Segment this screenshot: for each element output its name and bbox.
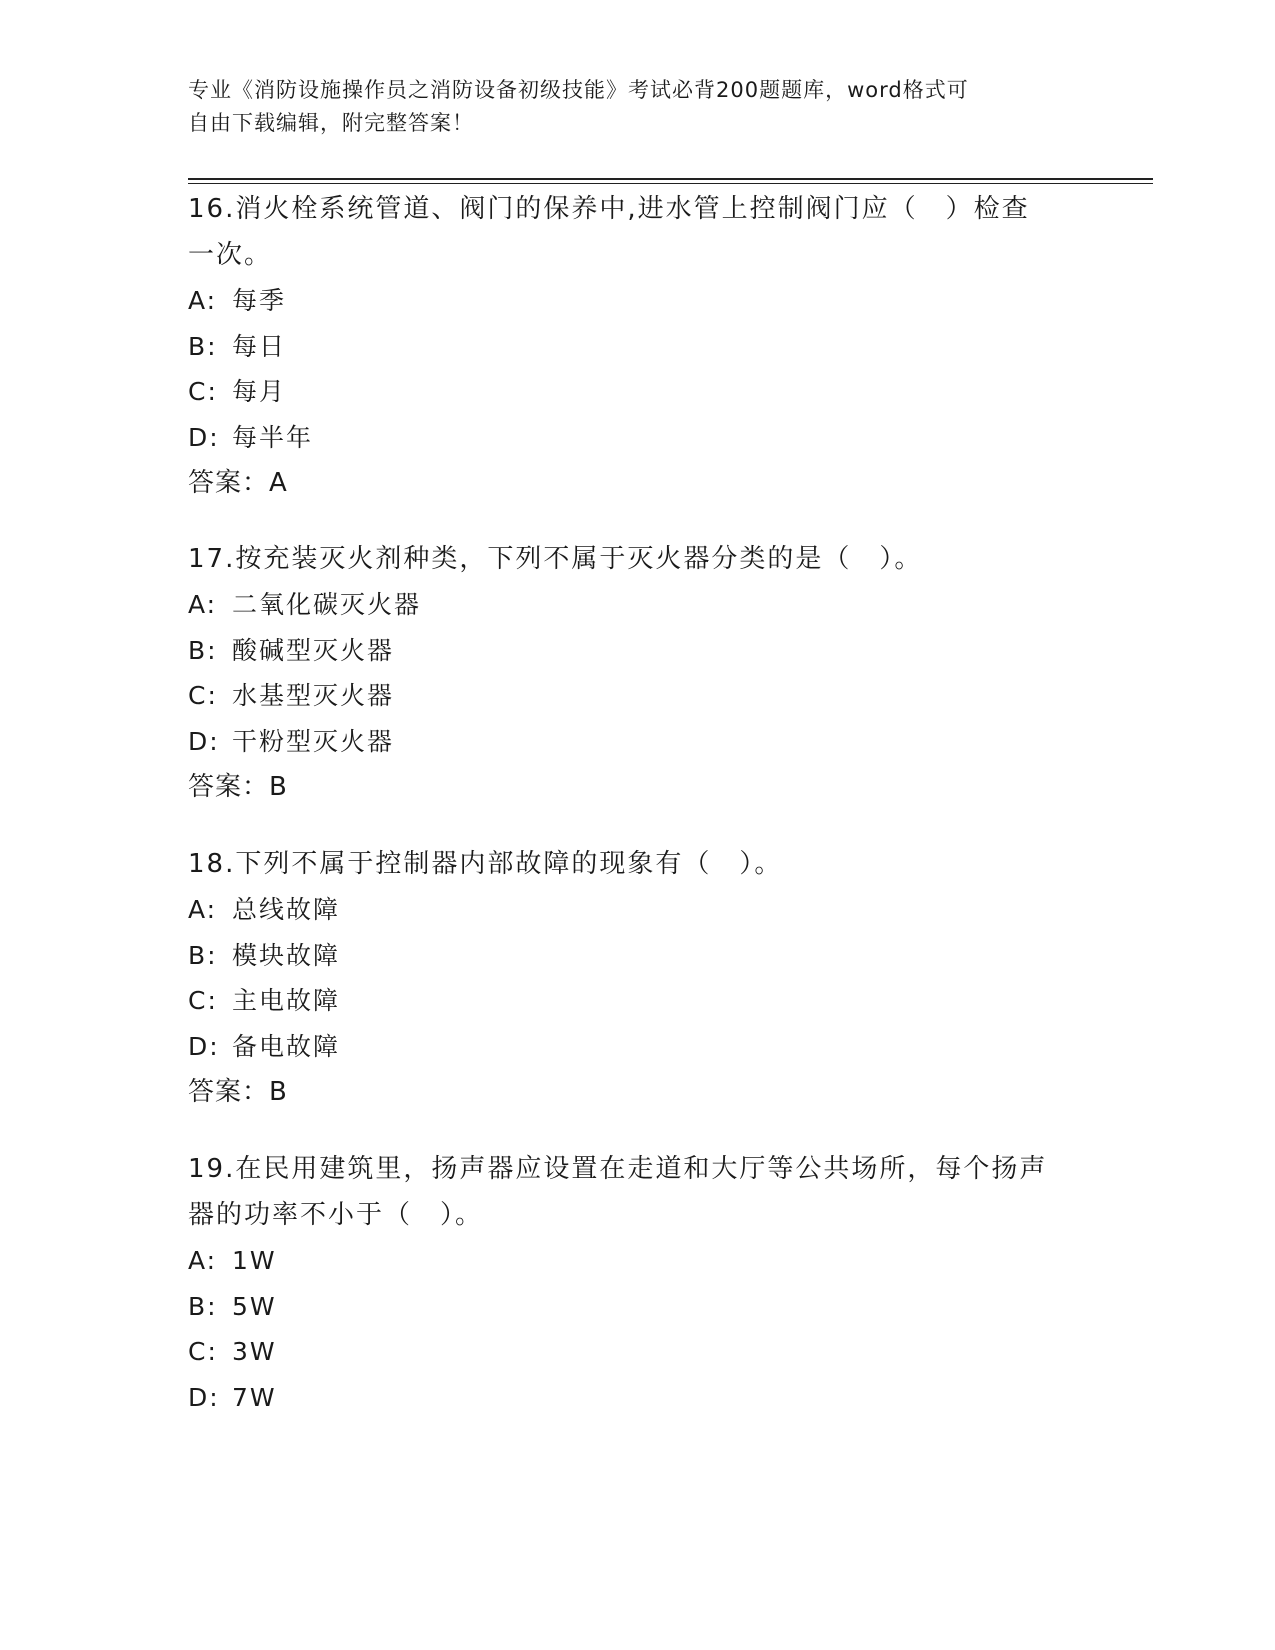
- option-key: D:: [188, 1382, 220, 1412]
- option-key: D:: [188, 1031, 220, 1061]
- option-text: 1W: [232, 1246, 277, 1275]
- option-text: 模块故障: [232, 940, 341, 970]
- header-divider-thin: [188, 183, 1153, 184]
- option-text: 每日: [232, 331, 287, 361]
- option-text: 水基型灭火器: [232, 681, 395, 710]
- option-c: [188, 673, 1088, 719]
- option-d: [188, 1375, 1088, 1421]
- question-stem: 19.在民用建筑里，扬声器应设置在走道和大厅等公共场所，每个扬声: [188, 1154, 1048, 1184]
- option-text: 5W: [232, 1291, 277, 1321]
- answer: 答案：A: [188, 468, 288, 498]
- header-line-2: 自由下载编辑，附完整答案！: [188, 111, 474, 135]
- option-key: B:: [188, 635, 218, 665]
- answer: 答案：B: [188, 1077, 288, 1107]
- option-key: C:: [188, 986, 218, 1015]
- option-text: 7W: [232, 1382, 277, 1412]
- question-stem: 16.消火栓系统管道、阀门的保养中,进水管上控制阀门应（ ）检查: [188, 194, 1030, 224]
- option-text: 干粉型灭火器: [232, 726, 395, 756]
- option-key: D:: [188, 726, 220, 756]
- option-key: B:: [188, 1291, 218, 1321]
- header-line-1: 专业《消防设施操作员之消防设备初级技能》考试必背200题题库，word格式可: [188, 78, 969, 102]
- question-stem: 18.下列不属于控制器内部故障的现象有（ ）。: [188, 849, 783, 879]
- option-b: [188, 933, 1088, 979]
- option-key: C:: [188, 1337, 218, 1366]
- option-text: 3W: [232, 1337, 277, 1366]
- option-c: [188, 978, 1088, 1024]
- option-b: [188, 324, 1088, 370]
- option-b: [188, 1284, 1088, 1330]
- option-key: C:: [188, 681, 218, 710]
- question-18: [188, 841, 1088, 1115]
- option-c: [188, 1329, 1088, 1375]
- question-16: [188, 186, 1088, 506]
- option-key: D:: [188, 422, 220, 452]
- option-key: B:: [188, 331, 218, 361]
- option-text: 每月: [232, 377, 287, 406]
- option-a: [188, 278, 1088, 324]
- option-b: [188, 628, 1088, 674]
- option-text: 每半年: [232, 422, 314, 452]
- option-c: [188, 369, 1088, 415]
- header-divider-thick: [188, 178, 1153, 180]
- option-d: [188, 415, 1088, 461]
- question-stem: 17.按充装灭火剂种类，下列不属于灭火器分类的是（ ）。: [188, 544, 923, 574]
- option-text: 备电故障: [232, 1031, 341, 1061]
- option-key: A:: [188, 286, 218, 315]
- option-key: A:: [188, 590, 218, 619]
- question-stem-continued: 一次。: [188, 240, 273, 270]
- question-19: [188, 1146, 1088, 1420]
- option-key: A:: [188, 1246, 218, 1275]
- option-key: C:: [188, 377, 218, 406]
- option-text: 总线故障: [232, 895, 341, 924]
- question-17: [188, 536, 1088, 810]
- answer: 答案：B: [188, 772, 288, 802]
- option-text: 主电故障: [232, 986, 341, 1015]
- option-d: [188, 1024, 1088, 1070]
- option-key: A:: [188, 895, 218, 924]
- option-text: 每季: [232, 286, 287, 315]
- option-text: 酸碱型灭火器: [232, 635, 395, 665]
- document-header: [188, 74, 1088, 140]
- option-key: B:: [188, 940, 218, 970]
- option-d: [188, 719, 1088, 765]
- question-stem-continued: 器的功率不小于（ ）。: [188, 1200, 484, 1230]
- option-a: [188, 1238, 1088, 1284]
- option-text: 二氧化碳灭火器: [232, 590, 422, 619]
- option-a: [188, 582, 1088, 628]
- option-a: [188, 887, 1088, 933]
